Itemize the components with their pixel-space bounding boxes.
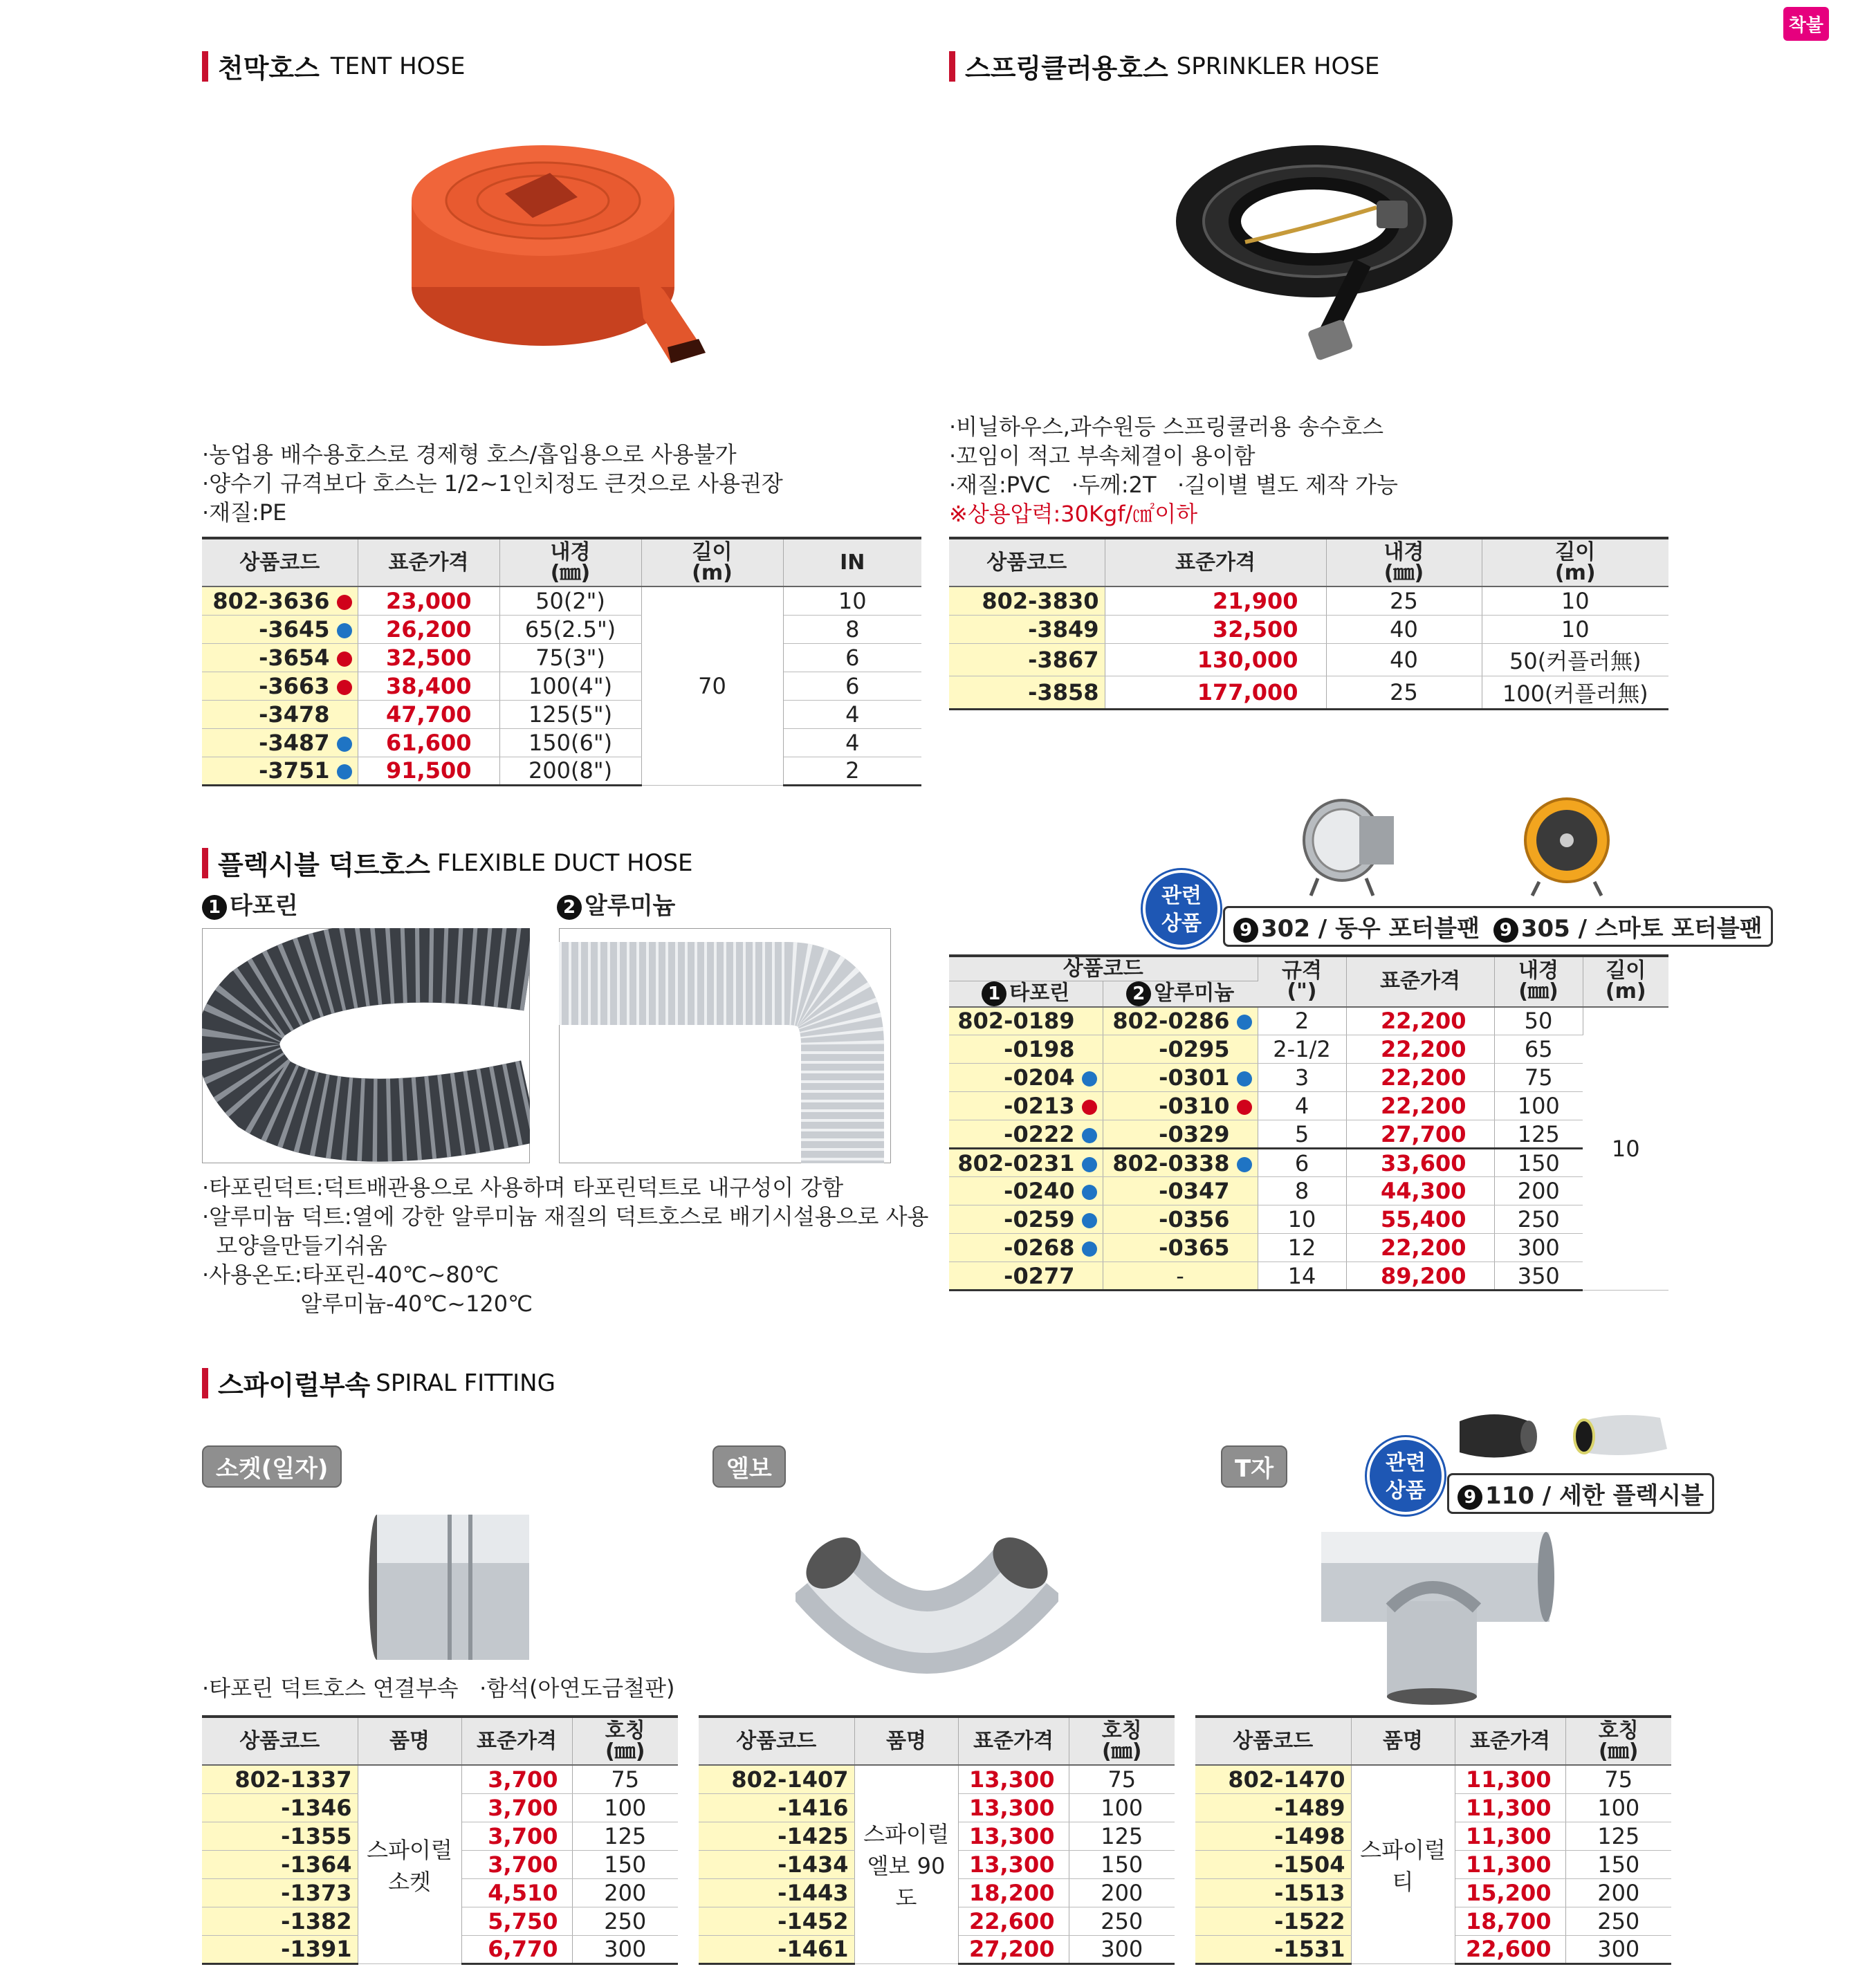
stock-dot-red (337, 651, 352, 667)
sprinkler-bullet: ·꼬임이 적고 부속체결이 용이함 (949, 443, 1256, 469)
col-nominal: 호칭 (㎜) (1069, 1717, 1175, 1765)
col-inner: 내경 (㎜) (499, 538, 641, 586)
col-price: 표준가격 (958, 1717, 1069, 1765)
col-nominal: 호칭 (㎜) (1565, 1717, 1671, 1765)
duct-hose-title (202, 844, 693, 882)
col-in: IN (783, 538, 921, 586)
tee-name-cell: 스파이럴 티 (1351, 1765, 1455, 1963)
table-row: 802-3830 21,900 25 10 (949, 586, 1668, 615)
table-row: -0268 -0365 12 22,200 300 (949, 1234, 1668, 1262)
col-code: 상품코드 (699, 1717, 854, 1765)
duct-length-cell: 10 (1583, 1007, 1668, 1291)
duct-hose-table (949, 954, 1668, 1291)
title-marker (202, 51, 208, 82)
table-row: -0277 - 14 89,200 350 (949, 1262, 1668, 1291)
table-row: 802-3636 23,000 50(2") 70 10 (202, 586, 921, 615)
table-row: -0240 -0347 8 44,300 200 (949, 1177, 1668, 1205)
duct-type-tarpaulin-label: 1 타포린 (202, 887, 298, 921)
tarpaulin-duct-image (202, 928, 530, 1163)
tent-bullet: ·재질:PE (202, 499, 287, 526)
table-row: -1461 27,200 300 (699, 1935, 1175, 1963)
tent-hose-title-ko: 천막호스 (218, 53, 320, 84)
col-nominal: 호칭 (㎜) (572, 1717, 678, 1765)
sprinkler-hose-table (949, 537, 1668, 710)
col-code: 상품코드 (949, 538, 1105, 586)
table-row: -3849 32,500 40 10 (949, 615, 1668, 643)
sprinkler-hose-title-en: SPRINKLER HOSE (1176, 52, 1380, 80)
stock-dot-blue (1082, 1128, 1097, 1143)
table-row: -1531 22,600 300 (1195, 1935, 1671, 1963)
elbow-chip: 엘보 (712, 1445, 786, 1488)
stock-dot-blue (337, 623, 352, 638)
stock-dot-red (337, 595, 352, 610)
tent-length-cell: 70 (641, 586, 783, 785)
col-inner: 내경 (㎜) (1326, 538, 1482, 586)
sprinkler-hose-title (949, 47, 1379, 85)
col-name: 품명 (1351, 1717, 1455, 1765)
col-length: 길이 (m) (1482, 538, 1668, 586)
spiral-elbow-image (796, 1528, 1058, 1681)
table-row: -0259 -0356 10 55,400 250 (949, 1205, 1668, 1234)
spiral-bullet: ·타포린 덕트호스 연결부속 ·함석(아연도금철판) (202, 1675, 675, 1701)
socket-chip: 소켓(일자) (202, 1445, 342, 1488)
tent-hose-title (202, 47, 466, 85)
table-row: -1391 6,770 300 (202, 1935, 678, 1963)
col-length: 길이 (m) (1583, 956, 1668, 1007)
table-row: -1489 11,300 100 (1195, 1793, 1671, 1822)
spiral-fitting-title-en: SPIRAL FITTING (376, 1369, 555, 1397)
sprinkler-bullet: ·비닐하우스,과수원등 스프링쿨러용 송수호스 (949, 414, 1384, 440)
table-row: -1364 3,700 150 (202, 1850, 678, 1878)
table-row: -3867 130,000 40 50(커플러無) (949, 643, 1668, 676)
duct-hose-title-ko: 플렉시블 덕트호스 (218, 850, 430, 880)
col-code: 상품코드 (1195, 1717, 1351, 1765)
sprinkler-hose-title-ko: 스프링클러용호스 (965, 53, 1168, 84)
table-row: -1513 15,200 200 (1195, 1878, 1671, 1907)
duct-related-badge: 관련 상품 (1143, 870, 1220, 948)
col-price: 표준가격 (1346, 956, 1494, 1007)
table-row: -3858 177,000 25 100(커플러無) (949, 676, 1668, 709)
spiral-fitting-title-ko: 스파이럴부속 (218, 1370, 371, 1401)
table-row: -1452 22,600 250 (699, 1907, 1175, 1935)
stock-dot-blue (1237, 1015, 1252, 1030)
title-marker (202, 1368, 208, 1398)
table-row: -1504 11,300 150 (1195, 1850, 1671, 1878)
title-marker (202, 848, 208, 878)
col-length: 길이 (m) (641, 538, 783, 586)
tent-hose-table (202, 537, 921, 786)
duct-bullet: 모양을만들기쉬움 (202, 1232, 387, 1259)
col-price: 표준가격 (1455, 1717, 1565, 1765)
col-price: 표준가격 (461, 1717, 572, 1765)
spiral-socket-image (367, 1508, 540, 1667)
spiral-related-badge: 관련 상품 (1367, 1437, 1444, 1515)
table-row: 802-0231 802-0338 6 33,600 150 (949, 1149, 1668, 1177)
sprinkler-pressure-warning: ※상용압력:30Kgf/㎠이하 (949, 501, 1198, 527)
dongwoo-fan-image (1290, 795, 1415, 899)
tent-hose-bullets (202, 440, 783, 527)
table-row: -3751 91,500 200(8") 2 (202, 757, 921, 785)
table-row: -1498 11,300 125 (1195, 1822, 1671, 1850)
col-inner: 내경 (㎜) (1494, 956, 1583, 1007)
sprinkler-bullet: ·재질:PVC ·두께:2T ·길이별 별도 제작 가능 (949, 472, 1398, 498)
duct-bullet: ·알루미늄 덕트:열에 강한 알루미늄 재질의 덕트호스로 배기시설용으로 사용 (202, 1203, 929, 1230)
table-row: -1373 4,510 200 (202, 1878, 678, 1907)
spiral-elbow-table (699, 1715, 1175, 1965)
col-code: 상품코드 (949, 956, 1258, 981)
socket-name-cell: 스파이럴 소켓 (358, 1765, 461, 1963)
table-row: -3663 38,400 100(4") 6 (202, 672, 921, 700)
table-row: 802-0189 802-0286 2 22,200 50 10 (949, 1007, 1668, 1035)
table-row: -1425 13,300 125 (699, 1822, 1175, 1850)
table-row: -1382 5,750 250 (202, 1907, 678, 1935)
table-row: -0204 -0301 3 22,200 75 (949, 1064, 1668, 1092)
table-row: -1346 3,700 100 (202, 1793, 678, 1822)
tent-bullet: ·농업용 배수용호스로 경제형 호스/흡입용으로 사용불가 (202, 441, 737, 468)
table-row: 802-1337 스파이럴 소켓 3,700 75 (202, 1765, 678, 1793)
duct-bullet: ·타포린덕트:덕트배관용으로 사용하며 타포린덕트로 내구성이 강함 (202, 1174, 844, 1201)
table-row: 802-1407 스파이럴 엘보 90도 13,300 75 (699, 1765, 1175, 1793)
stock-dot-blue (1082, 1185, 1097, 1200)
tent-bullet: ·양수기 규격보다 호스는 1/2~1인치정도 큰것으로 사용권장 (202, 470, 783, 497)
elbow-name-cell: 스파이럴 엘보 90도 (854, 1765, 958, 1963)
table-row: -1443 18,200 200 (699, 1878, 1175, 1907)
cod-tag: 착불 (1783, 7, 1829, 41)
col-code: 상품코드 (202, 1717, 358, 1765)
col-code-aluminum: 2 알루미늄 (1103, 981, 1258, 1007)
spiral-tee-image (1314, 1525, 1556, 1705)
stock-dot-blue (1082, 1213, 1097, 1228)
stock-dot-blue (1237, 1071, 1252, 1087)
stock-dot-blue (1082, 1071, 1097, 1087)
col-code: 상품코드 (202, 538, 358, 586)
stock-dot-blue (1082, 1241, 1097, 1257)
stock-dot-red (1082, 1100, 1097, 1115)
duct-hose-title-en: FLEXIBLE DUCT HOSE (436, 849, 693, 877)
table-row: -3654 32,500 75(3") 6 (202, 643, 921, 672)
tent-hose-image (401, 145, 706, 367)
table-row: -3645 26,200 65(2.5") 8 (202, 615, 921, 643)
stock-dot-blue (1237, 1157, 1252, 1172)
spiral-related-products[interactable]: 9 110 / 세한 플렉시블 (1447, 1473, 1714, 1514)
tent-hose-title-en: TENT HOSE (330, 52, 466, 80)
duct-related-products[interactable]: 9 302 / 동우 포터블팬 9 305 / 스마토 포터블팬 (1223, 906, 1773, 947)
stock-dot-blue (337, 737, 352, 752)
duct-type-aluminum-label: 2 알루미늄 (557, 887, 675, 921)
spiral-socket-table (202, 1715, 678, 1965)
stock-dot-blue (1082, 1157, 1097, 1172)
col-spec: 규격 (") (1258, 956, 1346, 1007)
col-price: 표준가격 (358, 538, 499, 586)
col-name: 품명 (854, 1717, 958, 1765)
table-row: -3478 47,700 125(5") 4 (202, 700, 921, 728)
stock-dot-red (1237, 1100, 1252, 1115)
spiral-fitting-bullets (202, 1674, 675, 1703)
title-marker (949, 51, 955, 82)
table-row: -1434 13,300 150 (699, 1850, 1175, 1878)
tee-chip: T자 (1221, 1445, 1287, 1488)
spiral-fitting-title (202, 1364, 555, 1402)
stock-dot-blue (337, 764, 352, 779)
sprinkler-hose-image (1169, 124, 1466, 380)
duct-hose-bullets (202, 1173, 928, 1318)
table-row: -0222 -0329 5 27,700 125 (949, 1120, 1668, 1149)
table-row: -0213 -0310 4 22,200 100 (949, 1092, 1668, 1120)
duct-bullet: 알루미늄-40℃~120℃ (202, 1291, 533, 1317)
table-row: -1416 13,300 100 (699, 1793, 1175, 1822)
table-row: -1355 3,700 125 (202, 1822, 678, 1850)
table-row: -1522 18,700 250 (1195, 1907, 1671, 1935)
stock-dot-red (337, 680, 352, 695)
table-row: 802-1470 스파이럴 티 11,300 75 (1195, 1765, 1671, 1793)
related-dongwoo-fan: 302 / 동우 포터블팬 (1261, 915, 1480, 943)
sprinkler-hose-bullets (949, 412, 1398, 528)
col-name: 품명 (358, 1717, 461, 1765)
duct-bullet: ·사용온도:타포린-40℃~80℃ (202, 1261, 499, 1288)
smato-fan-image (1511, 795, 1629, 899)
spiral-tee-table (1195, 1715, 1671, 1965)
table-row: -3487 61,600 150(6") 4 (202, 728, 921, 757)
aluminum-duct-image (559, 928, 891, 1163)
table-row: -0198 -0295 2-1/2 22,200 65 (949, 1035, 1668, 1064)
flexible-duct-thumbnails (1453, 1407, 1674, 1463)
col-price: 표준가격 (1105, 538, 1326, 586)
related-smato-fan: 305 / 스마토 포터블팬 (1520, 915, 1763, 943)
related-sehan-flexible: 110 / 세한 플렉시블 (1485, 1482, 1704, 1510)
col-code-tarpaulin: 1 타포린 (949, 981, 1103, 1007)
